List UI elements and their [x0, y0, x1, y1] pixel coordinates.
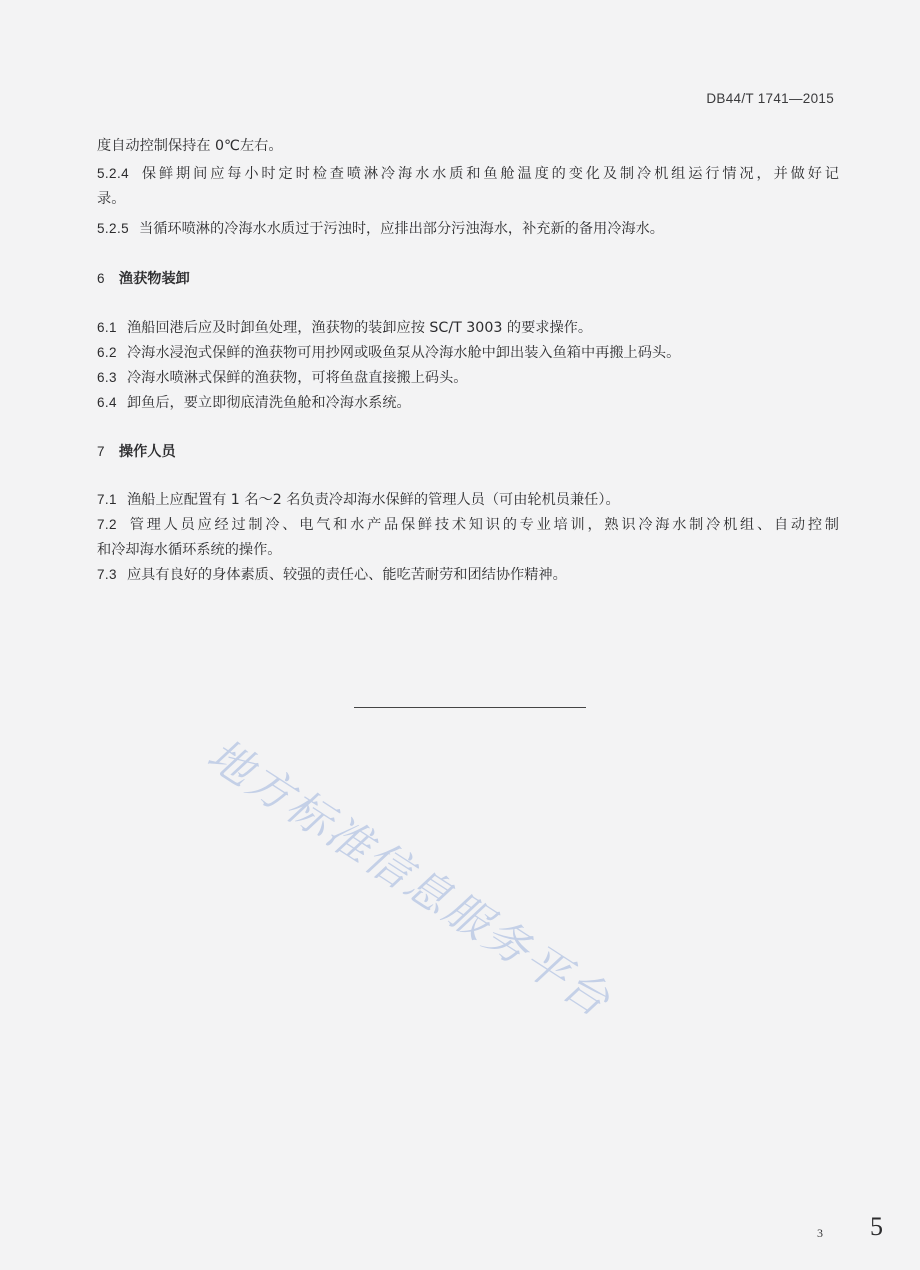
page-number-large: 5: [870, 1212, 883, 1241]
section-number: 6: [97, 271, 105, 286]
clause-number: 7.3: [97, 567, 117, 582]
clause-number: 6.2: [97, 345, 117, 360]
clause-text: 卸鱼后，要立即彻底清洗鱼舱和冷海水系统。: [126, 395, 411, 411]
clause-text: 冷海水浸泡式保鲜的渔获物可用抄网或吸鱼泵从冷海水舱中卸出装入鱼箱中再搬上码头。: [126, 345, 681, 361]
clause-text: 当循环喷淋的冷海水水质过于污浊时，应排出部分污浊海水，补充新的备用冷海水。: [139, 221, 664, 237]
paragraph-text: 度自动控制保持在 0℃左右。: [97, 138, 283, 154]
clause-7-2-continued: [97, 539, 839, 561]
clause-5-2-4-continued: [97, 188, 839, 210]
paragraph-continuation: [97, 135, 839, 157]
clause-text: 应具有良好的身体素质、较强的责任心、能吃苦耐劳和团结协作精神。: [126, 567, 567, 583]
clause-text: 渔船上应配置有 1 名～2 名负责冷却海水保鲜的管理人员（可由轮机员兼任）。: [126, 492, 620, 508]
clause-5-2-4: [97, 163, 839, 185]
clause-number: 6.3: [97, 370, 117, 385]
clause-number: 6.4: [97, 395, 117, 410]
clause-number: 7.2: [97, 517, 117, 532]
clause-number: 6.1: [97, 320, 117, 335]
clause-number: 7.1: [97, 492, 117, 507]
clause-text: 保鲜期间应每小时定时检查喷淋冷海水水质和鱼舱温度的变化及制冷机组运行情况，并做好记: [139, 166, 839, 182]
clause-text: 和冷却海水循环系统的操作。: [97, 542, 282, 558]
section-heading-7: [97, 441, 839, 463]
clause-5-2-5: [97, 218, 839, 240]
clause-number: 5.2.4: [97, 166, 130, 181]
page-number-small: 3: [817, 1226, 823, 1240]
clause-7-1: [97, 489, 839, 511]
clause-text: 渔船回港后应及时卸鱼处理，渔获物的装卸应按 SC/T 3003 的要求操作。: [126, 320, 593, 336]
clause-6-4: [97, 392, 839, 414]
section-title: 渔获物装卸: [118, 271, 190, 287]
section-heading-6: [97, 268, 839, 290]
clause-6-3: [97, 367, 839, 389]
clause-6-2: [97, 342, 839, 364]
clause-number: 5.2.5: [97, 221, 130, 236]
section-title: 操作人员: [118, 444, 176, 460]
clause-text: 管理人员应经过制冷、电气和水产品保鲜技术知识的专业培训，熟识冷海水制冷机组、自动控制: [126, 517, 839, 533]
clause-7-2: [97, 514, 839, 536]
document-code: DB44/T 1741—2015: [706, 91, 834, 106]
clause-text: 冷海水喷淋式保鲜的渔获物，可将鱼盘直接搬上码头。: [126, 370, 468, 386]
clause-text: 录。: [97, 191, 126, 207]
clause-6-1: [97, 317, 839, 339]
watermark: 地方标准信息服务平台: [198, 729, 621, 1028]
section-number: 7: [97, 444, 105, 459]
end-rule: [354, 707, 586, 708]
clause-7-3: [97, 564, 839, 586]
